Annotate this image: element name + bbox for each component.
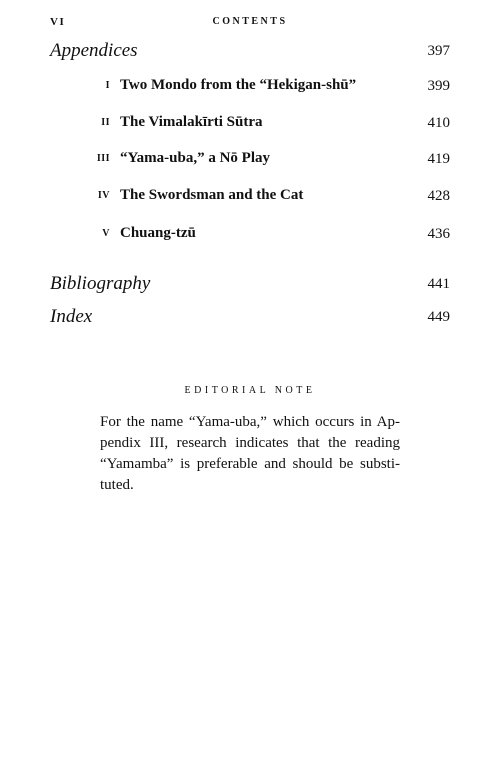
appendix-numeral: I bbox=[105, 80, 110, 91]
toc-section-index bbox=[50, 306, 450, 328]
page-number: VI bbox=[50, 16, 66, 28]
appendix-title: “Yama-uba,” a Nō Play bbox=[120, 150, 271, 166]
section-page-number: 449 bbox=[427, 309, 450, 325]
toc-entry-appendix-4 bbox=[50, 187, 450, 207]
appendix-page-number: 410 bbox=[427, 115, 450, 131]
toc-entry-appendix-1 bbox=[50, 77, 450, 97]
appendix-page-number: 436 bbox=[427, 226, 450, 242]
running-head bbox=[50, 16, 450, 32]
section-page-number: 397 bbox=[427, 43, 450, 59]
toc-section-appendices bbox=[50, 40, 450, 62]
appendix-page-number: 419 bbox=[427, 151, 450, 167]
appendix-page-number: 428 bbox=[427, 188, 450, 204]
toc-entry-appendix-5 bbox=[50, 225, 450, 245]
running-title: CONTENTS bbox=[212, 16, 288, 27]
editorial-note-body: For the name “Yama-uba,” which occurs in Appendix III, research indicates that the reading “Yamamba” is preferable and should be substituted. bbox=[100, 414, 400, 493]
appendix-numeral: II bbox=[101, 117, 110, 128]
appendix-numeral: III bbox=[96, 153, 110, 164]
appendix-title: The Swordsman and the Cat bbox=[120, 187, 304, 203]
editorial-note-heading: EDITORIAL NOTE bbox=[184, 385, 316, 396]
appendix-title: Chuang-tzū bbox=[120, 225, 196, 241]
toc-entry-appendix-2 bbox=[50, 114, 450, 134]
appendix-numeral: IV bbox=[97, 190, 110, 201]
section-title: Appendices bbox=[50, 40, 138, 61]
section-title: Bibliography bbox=[50, 273, 151, 294]
toc-entry-appendix-3 bbox=[50, 150, 450, 170]
appendix-title: The Vimalakīrti Sūtra bbox=[120, 114, 263, 130]
section-page-number: 441 bbox=[427, 276, 450, 292]
toc-section-bibliography bbox=[50, 273, 450, 295]
appendix-page-number: 399 bbox=[427, 78, 450, 94]
section-title: Index bbox=[50, 306, 93, 327]
appendix-title: Two Mondo from the “Hekigan-shū” bbox=[120, 77, 357, 93]
appendix-numeral: V bbox=[102, 228, 110, 239]
